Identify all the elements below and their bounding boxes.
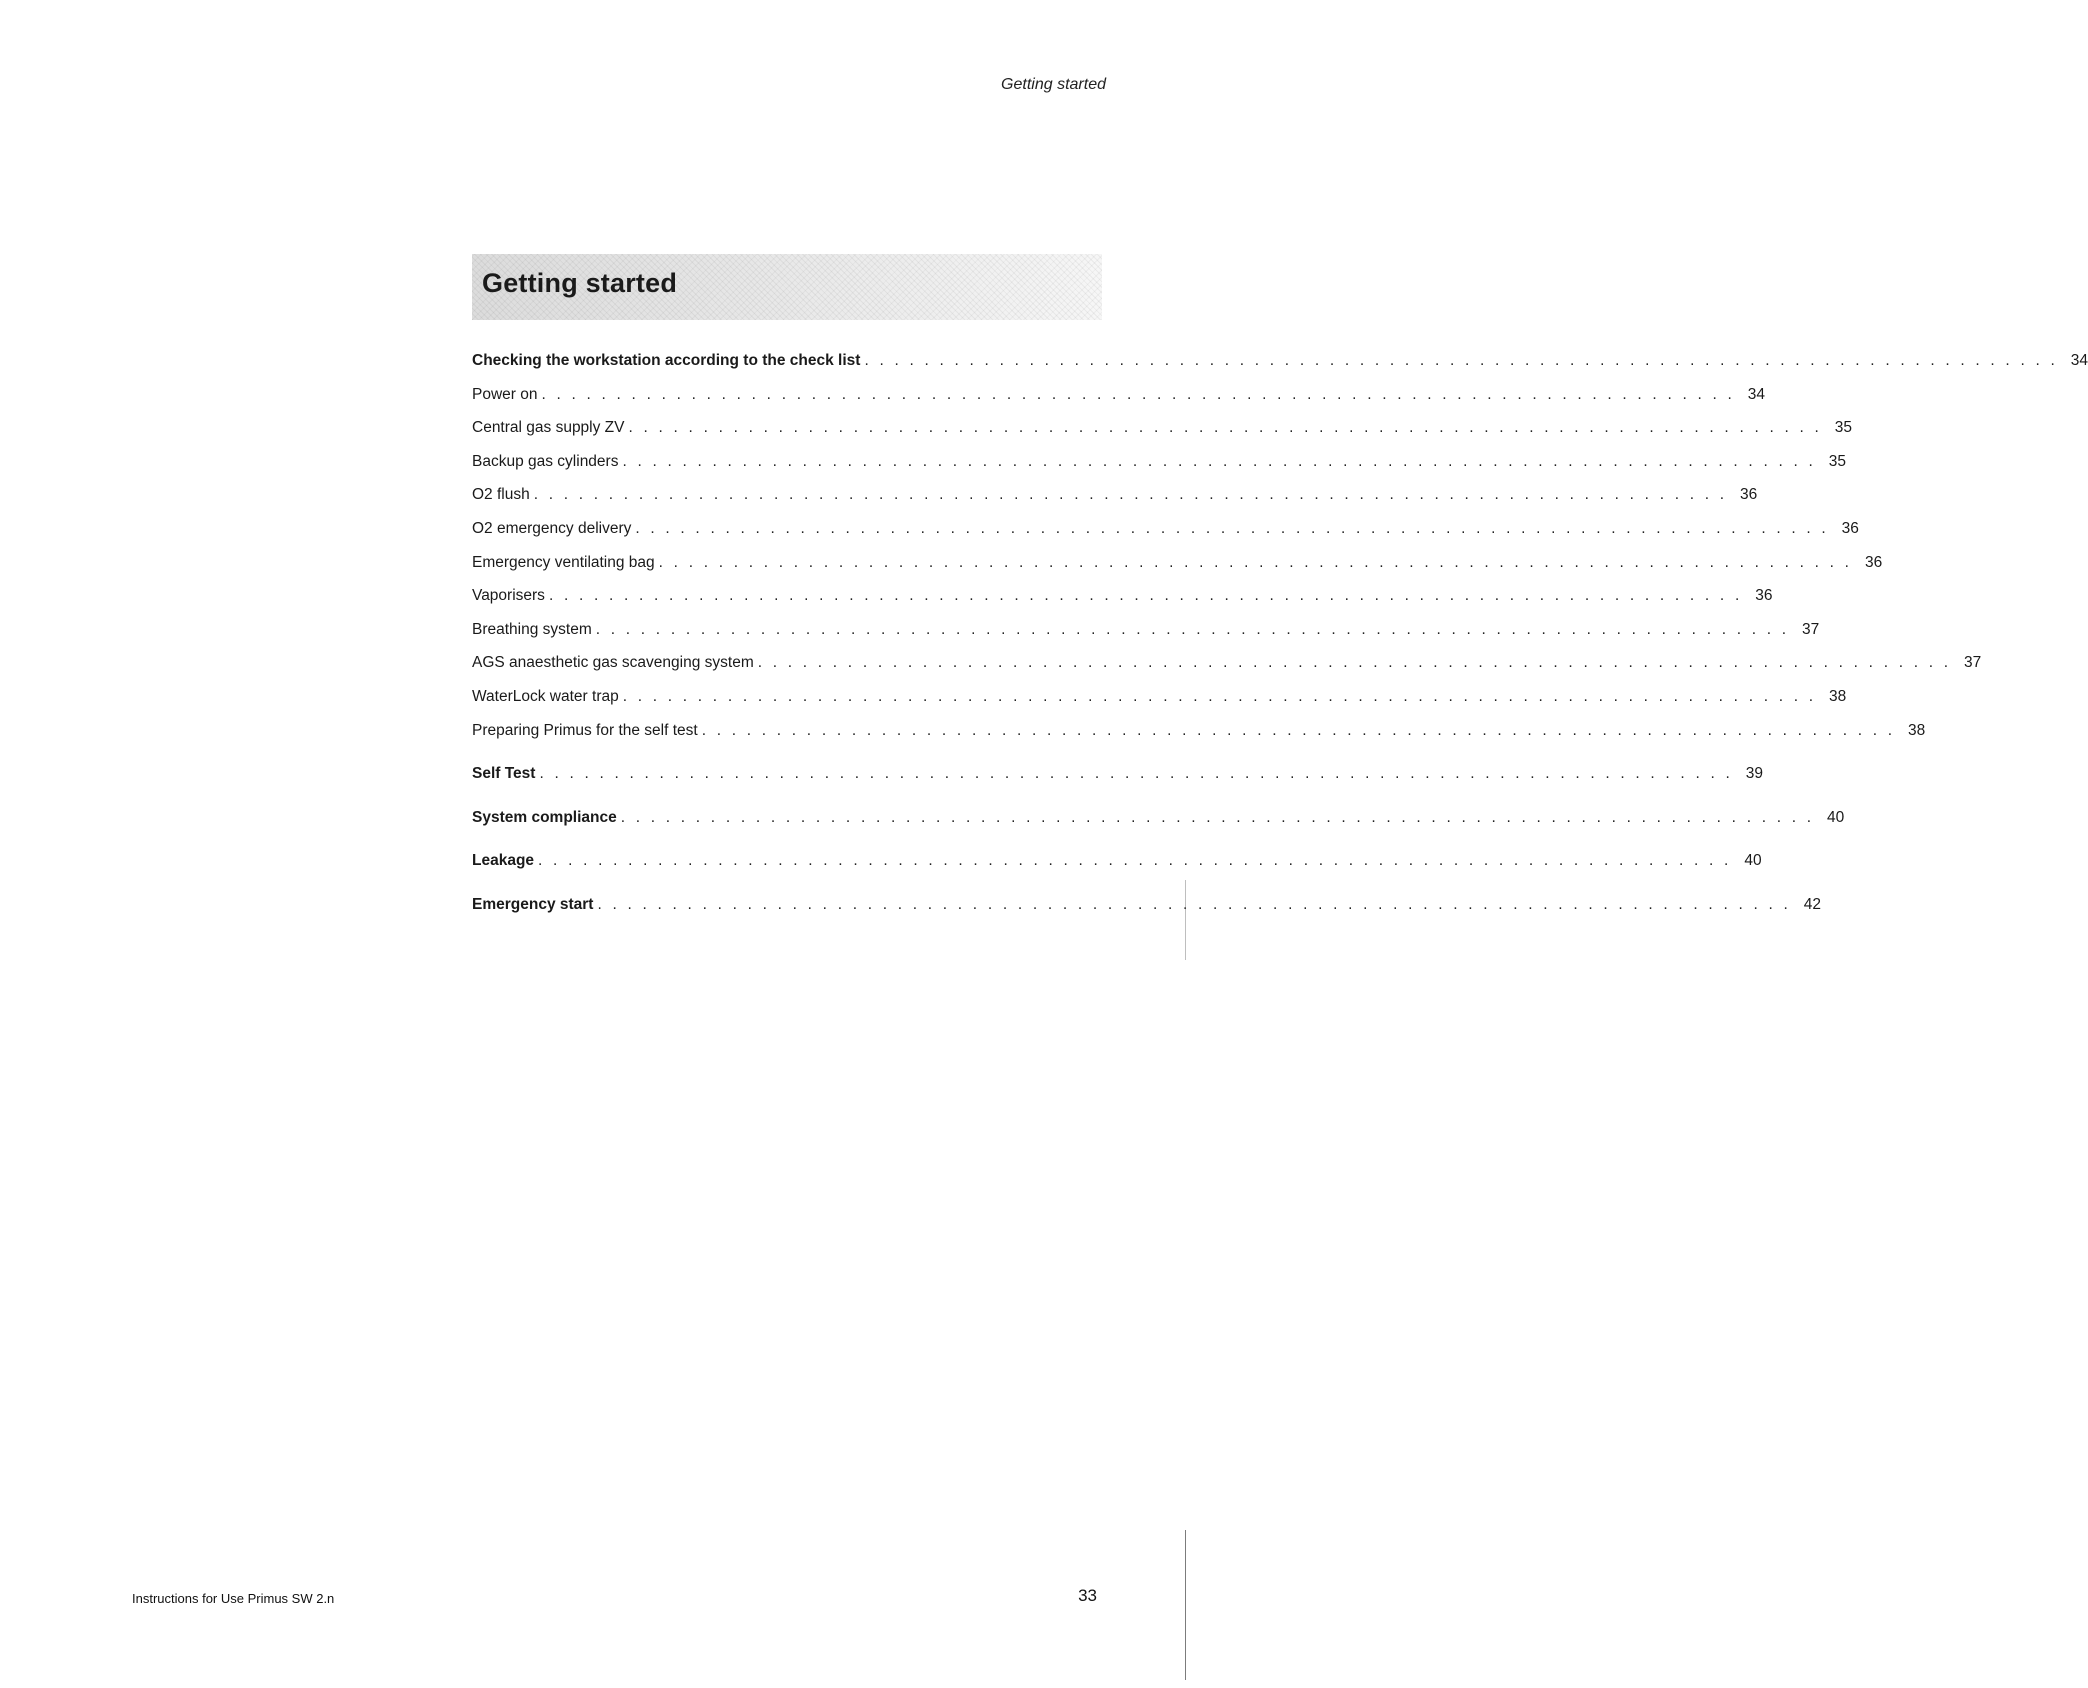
- toc-leader-dots: . . . . . . . . . . . . . . . . . . . . . . . . . . . . . . . . . . . . . . . . . . . . . . . . . . . . . . . . . . . . . . . . . . . . . . . . . . . . . . . .: [541, 385, 1736, 403]
- toc-entry-page: 42: [1803, 895, 1822, 913]
- toc-leader-dots: . . . . . . . . . . . . . . . . . . . . . . . . . . . . . . . . . . . . . . . . . . . . . . . . . . . . . . . . . . . . . . . . . . . . . . . . . . . . . . . .: [539, 765, 1733, 783]
- toc-entry[interactable]: [472, 553, 1883, 588]
- toc-leader-dots: . . . . . . . . . . . . . . . . . . . . . . . . . . . . . . . . . . . . . . . . . . . . . . . . . . . . . . . . . . . . . . . . . . . . . . . . . . . . . . . .: [622, 687, 1817, 705]
- toc-entry-page: 40: [1744, 852, 1762, 870]
- toc-entry-label: Self Test: [472, 765, 536, 783]
- toc-entry-page: 39: [1745, 765, 1763, 783]
- toc-entry[interactable]: [472, 519, 1859, 554]
- toc-leader-dots: . . . . . . . . . . . . . . . . . . . . . . . . . . . . . . . . . . . . . . . . . . . . . . . . . . . . . . . . . . . . . . . . . . . . . . . . . . . . . . . .: [620, 808, 1815, 826]
- toc-entry-page: 36: [1864, 553, 1883, 571]
- toc-entry-page: 35: [1828, 452, 1846, 470]
- toc-entry-label: WaterLock water trap: [472, 687, 619, 705]
- toc-entry-label: O2 flush: [472, 486, 530, 504]
- toc-entry[interactable]: [472, 587, 1773, 621]
- toc-entry-label: Backup gas cylinders: [472, 452, 619, 470]
- toc-leader-dots: . . . . . . . . . . . . . . . . . . . . . . . . . . . . . . . . . . . . . . . . . . . . . . . . . . . . . . . . . . . . . . . . . . . . . . . . . . . . . . . .: [658, 553, 1853, 571]
- toc-entry-label: Breathing system: [472, 620, 592, 638]
- scan-edge-mark: [1185, 880, 1186, 960]
- toc-entry-page: 34: [2070, 352, 2088, 369]
- toc-entry[interactable]: [472, 852, 1762, 886]
- toc-leader-dots: . . . . . . . . . . . . . . . . . . . . . . . . . . . . . . . . . . . . . . . . . . . . . . . . . . . . . . . . . . . . . . . . . . . . . . . . . . . . . . . .: [701, 721, 1896, 739]
- toc-entry[interactable]: [472, 808, 1845, 843]
- toc-leader-dots: . . . . . . . . . . . . . . . . . . . . . . . . . . . . . . . . . . . . . . . . . . . . . . . . . . . . . . . . . . . . . . . . . . . . . . . . . . . . . . . .: [622, 452, 1816, 470]
- toc-entry[interactable]: [472, 765, 1763, 799]
- toc-entry[interactable]: [472, 654, 1982, 688]
- toc-entry[interactable]: [472, 687, 1847, 722]
- footer-page-number: 33: [1078, 1586, 1097, 1605]
- toc-leader-dots: . . . . . . . . . . . . . . . . . . . . . . . . . . . . . . . . . . . . . . . . . . . . . . . . . . . . . . . . . . . . . . . . . . . . . . . . . . . . . . . .: [635, 519, 1829, 537]
- toc-leader-dots: . . . . . . . . . . . . . . . . . . . . . . . . . . . . . . . . . . . . . . . . . . . . . . . . . . . . . . . . . . . . . . . . . . . . . . . . . . . . . . . .: [628, 419, 1823, 437]
- toc-entry-page: 36: [1740, 486, 1758, 504]
- toc-entry-label: AGS anaesthetic gas scavenging system: [472, 654, 754, 672]
- toc-leader-dots: . . . . . . . . . . . . . . . . . . . . . . . . . . . . . . . . . . . . . . . . . . . . . . . . . . . . . . . . . . . . . . . . . . . . . . . . . . . . . . . .: [595, 620, 1790, 638]
- toc-entry[interactable]: [472, 620, 1820, 655]
- toc-entry-page: 36: [1841, 519, 1859, 537]
- toc-entry-label: Power on: [472, 385, 538, 403]
- toc-entry-page: 37: [1964, 654, 1982, 672]
- toc-entry[interactable]: [472, 721, 1926, 756]
- toc-entry[interactable]: [472, 895, 1822, 930]
- toc-entry[interactable]: [472, 452, 1846, 487]
- toc-leader-dots: . . . . . . . . . . . . . . . . . . . . . . . . . . . . . . . . . . . . . . . . . . . . . . . . . . . . . . . . . . . . . . . . . . . . . . . . . . . . . . . .: [864, 352, 2058, 369]
- toc-leader-dots: . . . . . . . . . . . . . . . . . . . . . . . . . . . . . . . . . . . . . . . . . . . . . . . . . . . . . . . . . . . . . . . . . . . . . . . . . . . . . . . .: [538, 852, 1732, 870]
- toc-entry-label: O2 emergency delivery: [472, 519, 632, 537]
- running-header: Getting started: [1001, 76, 1106, 93]
- toc-entry-page: 37: [1802, 620, 1820, 638]
- toc-entry-label: Emergency ventilating bag: [472, 553, 655, 571]
- toc-entry-label: Leakage: [472, 852, 535, 870]
- toc-entry-label: Preparing Primus for the self test: [472, 721, 698, 739]
- toc-entry-page: 36: [1755, 587, 1773, 605]
- toc-leader-dots: . . . . . . . . . . . . . . . . . . . . . . . . . . . . . . . . . . . . . . . . . . . . . . . . . . . . . . . . . . . . . . . . . . . . . . . . . . . . . . . .: [548, 587, 1743, 605]
- footer-document-title: Instructions for Use Primus SW 2.n: [132, 1591, 335, 1606]
- scan-edge-mark: [1185, 1530, 1186, 1680]
- toc-entry-label: Vaporisers: [472, 587, 545, 605]
- toc-leader-dots: . . . . . . . . . . . . . . . . . . . . . . . . . . . . . . . . . . . . . . . . . . . . . . . . . . . . . . . . . . . . . . . . . . . . . . . . . . . . . . . .: [757, 654, 1952, 672]
- toc-entry-page: 34: [1747, 385, 1766, 403]
- toc-entry[interactable]: [472, 385, 1766, 420]
- toc-entry-label: System compliance: [472, 808, 617, 826]
- toc-entry-label: Emergency start: [472, 895, 594, 913]
- toc-entry[interactable]: [472, 486, 1758, 520]
- toc-entry[interactable]: [472, 352, 2088, 386]
- toc-entry-label: Checking the workstation according to the check list: [472, 352, 861, 369]
- toc-leader-dots: . . . . . . . . . . . . . . . . . . . . . . . . . . . . . . . . . . . . . . . . . . . . . . . . . . . . . . . . . . . . . . . . . . . . . . . . . . . . . . . .: [533, 486, 1728, 504]
- chapter-title-band: [472, 254, 1102, 320]
- toc-entry-page: 40: [1827, 808, 1845, 826]
- toc-entry-page: 38: [1908, 721, 1926, 739]
- toc-leader-dots: . . . . . . . . . . . . . . . . . . . . . . . . . . . . . . . . . . . . . . . . . . . . . . . . . . . . . . . . . . . . . . . . . . . . . . . . . . . . . . . .: [597, 895, 1792, 913]
- toc-entry-label: Central gas supply ZV: [472, 419, 625, 437]
- table-of-contents: [472, 352, 2088, 930]
- toc-entry-page: 35: [1834, 419, 1853, 437]
- chapter-title: Getting started: [482, 268, 678, 298]
- toc-entry-page: 38: [1829, 687, 1847, 705]
- toc-entry[interactable]: [472, 419, 1853, 453]
